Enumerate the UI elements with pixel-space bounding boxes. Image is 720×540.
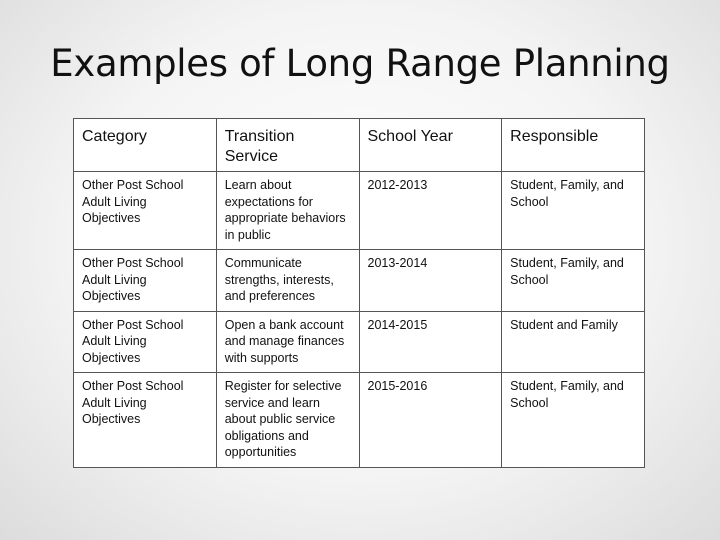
cell-category: Other Post School Adult Living Objectives: [74, 172, 217, 250]
cell-category: Other Post School Adult Living Objectives: [74, 250, 217, 312]
header-school-year: School Year: [359, 119, 502, 172]
cell-responsible: Student, Family, and School: [502, 172, 645, 250]
cell-school-year: 2014-2015: [359, 311, 502, 373]
table-row: [74, 373, 645, 468]
slide-title: Examples of Long Range Planning: [50, 42, 670, 85]
planning-table-container: [73, 118, 645, 468]
header-responsible: Responsible: [502, 119, 645, 172]
cell-transition-service: Open a bank account and manage finances with supports: [216, 311, 359, 373]
table-row: [74, 311, 645, 373]
cell-responsible: Student, Family, and School: [502, 250, 645, 312]
cell-responsible: Student, Family, and School: [502, 373, 645, 468]
cell-school-year: 2012-2013: [359, 172, 502, 250]
table-row: [74, 172, 645, 250]
planning-table: [73, 118, 645, 468]
cell-school-year: 2013-2014: [359, 250, 502, 312]
header-transition-service: Transition Service: [216, 119, 359, 172]
cell-transition-service: Register for selective service and learn about public service obligations and opportunities: [216, 373, 359, 468]
cell-responsible: Student and Family: [502, 311, 645, 373]
cell-school-year: 2015-2016: [359, 373, 502, 468]
cell-transition-service: Communicate strengths, interests, and preferences: [216, 250, 359, 312]
table-header-row: [74, 119, 645, 172]
cell-category: Other Post School Adult Living Objectives: [74, 311, 217, 373]
cell-transition-service: Learn about expectations for appropriate behaviors in public: [216, 172, 359, 250]
header-category: Category: [74, 119, 217, 172]
cell-category: Other Post School Adult Living Objectives: [74, 373, 217, 468]
table-row: [74, 250, 645, 312]
